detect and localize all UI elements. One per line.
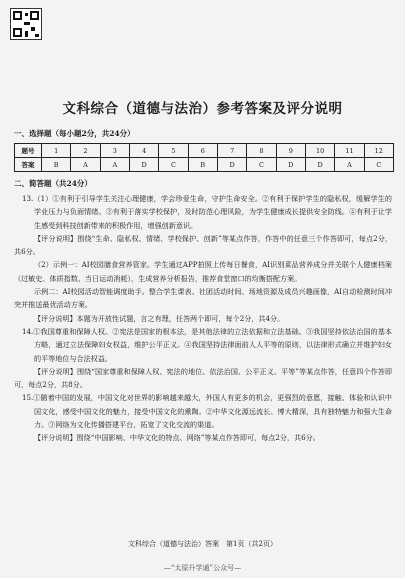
question-number: 2 xyxy=(71,144,100,158)
answer-cell: C xyxy=(364,158,393,172)
q15-scoring-note: 【评分说明】围绕“中国影响、中华文化的特点、网络”等某点作答即可，每点2分，共6分。 xyxy=(34,433,320,443)
answer-cell: B xyxy=(188,158,217,172)
question-number: 7 xyxy=(217,144,246,158)
qr-code-image xyxy=(10,8,42,40)
question-number: 3 xyxy=(100,144,129,158)
q13-scoring-note-1: 【评分说明】围绕“生命、隐私权、情绪、学校保护、创新”等某点作答，作答中的任意三个作答即可，每点2分，共6分。 xyxy=(14,233,392,257)
answer-cell: D xyxy=(129,158,158,172)
question-number: 12 xyxy=(364,144,393,158)
row-label: 题号 xyxy=(15,144,42,158)
answer-cell: A xyxy=(335,158,364,172)
q13-scoring-note-2: 【评分说明】本题为开放性试题，言之有理，任答两个即可，每个2分，共4分。 xyxy=(34,313,285,323)
q13-part1: 13.（1）①有利于引导学生关注心理健康，学会珍爱生命，守护生命安全。②有利于保护学生的隐私权，缓解学生的学业压力与负面情绪。③有利于落实学校保护，及时防范心理风险，为学生健康成长提供安全防线。④有利于让学生感受到科技创新带来的积极作用，增强创新意识。 xyxy=(22,194,392,230)
answer-cell: D xyxy=(276,158,305,172)
q13-example-2: 示例二：AI校园活动智能调度助手。整合学生课表、社团活动时间、场地资源及成员兴趣画像，AI自动检测时间冲突并推送最优活动方案。 xyxy=(14,287,392,310)
section-short-answer-heading: 二、简答题（共24分） xyxy=(14,179,92,188)
answer-body xyxy=(14,192,392,445)
question-number: 9 xyxy=(276,144,305,158)
document-title: 文科综合（道德与法治）参考答案及评分说明 xyxy=(62,101,343,117)
answer-cell: B xyxy=(42,158,71,172)
q14-scoring-note: 【评分说明】围绕“国家尊重和保障人权、宪法的地位、依法治国、公平正义、平等”等某点作答，任意四个作答即可，每点2分，共8分。 xyxy=(14,366,392,390)
answer-cell: D xyxy=(217,158,246,172)
section-choice-heading: 一、选择题（每小题2分，共24分） xyxy=(14,129,135,138)
question-number: 10 xyxy=(305,144,334,158)
question-number: 4 xyxy=(129,144,158,158)
answer-cell: C xyxy=(159,158,188,172)
answer-table xyxy=(14,143,394,172)
question-number: 11 xyxy=(335,144,364,158)
q15-answer: 15.①随着中国的发展，中国文化对世界的影响越来越大，外国人有更多的机会，更强烈的意愿，接触、体验和认识中国文化，感受中国文化的魅力，接受中国文化的熏陶。②中华文化源远流长、博大精深，具有独特魅力和强大生命力。③网络为文化传播搭建平台，拓宽了文化交流的渠道。 xyxy=(22,393,392,430)
question-number: 6 xyxy=(188,144,217,158)
answer-cell: C xyxy=(247,158,276,172)
question-number-row xyxy=(15,144,394,158)
answer-cell: A xyxy=(71,158,100,172)
q14-answer: 14.①我国尊重和保障人权。②宪法是国家的根本法，是其他法律的立法依据和立法基础。③我国坚持依法治国的基本方略，通过立法保障妇女权益，维护公平正义。④我国坚持法律面前人人平等的原则，以法律形式确立并维护妇女的平等地位与合法权益。 xyxy=(22,326,392,363)
answer-cell: D xyxy=(305,158,334,172)
watermark-text: —“太原升学通”公众号— xyxy=(163,564,242,572)
row-label: 答案 xyxy=(15,158,42,172)
page-footer: 文科综合（道德与法治）答案 第1页（共2页） xyxy=(128,540,277,548)
question-number: 1 xyxy=(42,144,71,158)
q13-part2: （2）示例一：AI校园膳食营养管家。学生通过APP拍照上传每日餐食，AI识别菜品营养成分并关联个人健康档案（过敏史、体质指数、当日运动消耗），生成营养分析报告，推荐食堂窗口的均衡搭配方案。 xyxy=(14,260,392,283)
question-number: 8 xyxy=(247,144,276,158)
question-number: 5 xyxy=(159,144,188,158)
answer-cell: A xyxy=(100,158,129,172)
answer-row xyxy=(15,158,394,172)
